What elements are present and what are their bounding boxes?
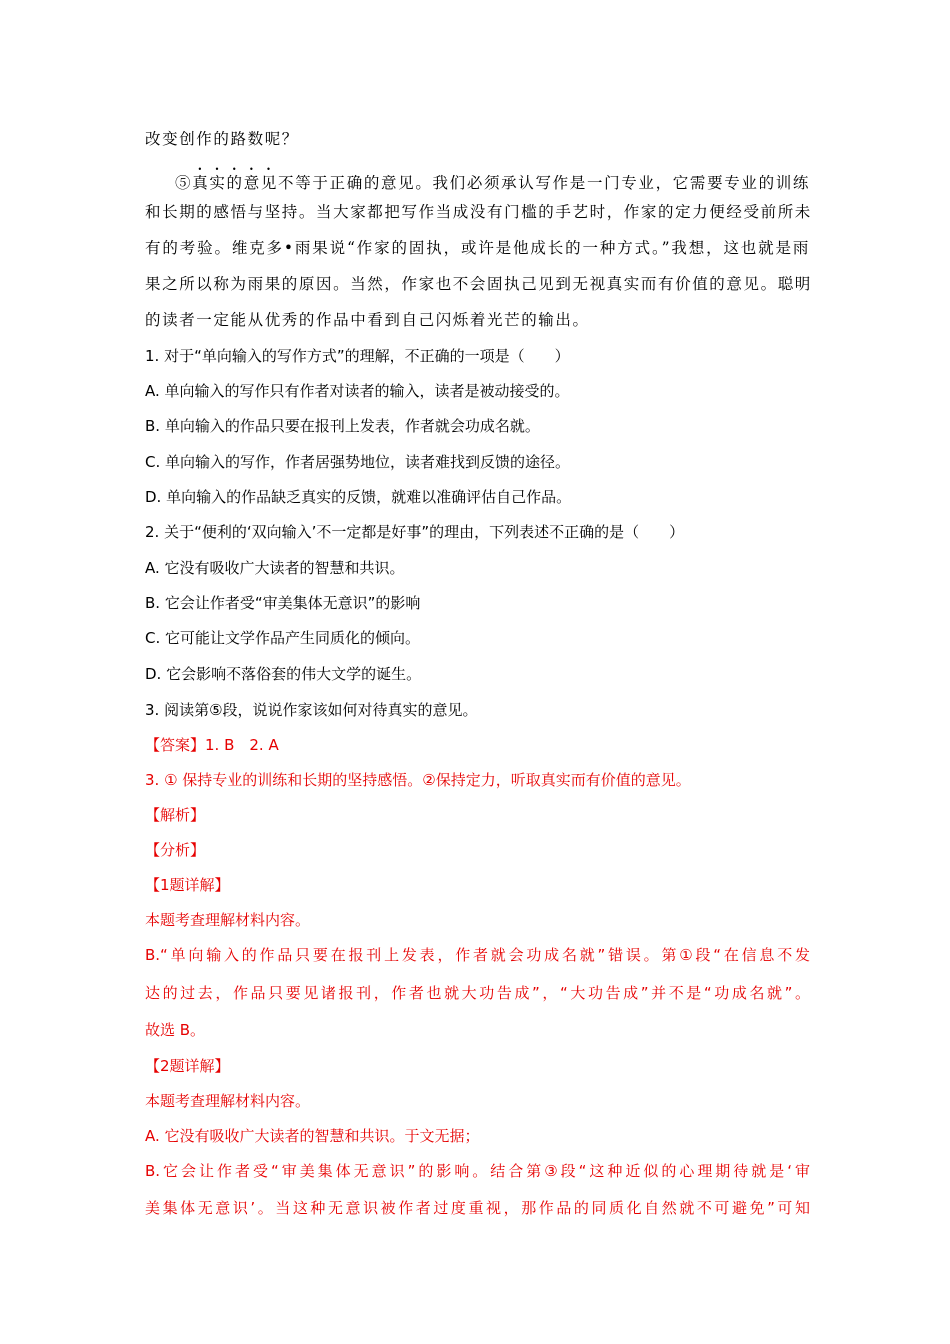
answer-value: 1. B 2. A bbox=[205, 736, 279, 754]
breakdown-heading: 【分析】 bbox=[145, 841, 206, 859]
detail-2-line: B.它会让作者受“审美集体无意识”的影响。结合第③段“这种近似的心理期待就是‘审 bbox=[145, 1162, 810, 1180]
question-1: 1. 对于“单向输入的写作方式”的理解，不正确的一项是（ ） bbox=[145, 347, 570, 365]
question-1-option-b: B. 单向输入的作品只要在报刊上发表，作者就会功成名就。 bbox=[145, 417, 540, 435]
passage-line: 有的考验。维克多•雨果说“作家的固执，或许是他成长的一种方式。”我想，这也就是雨 bbox=[145, 239, 810, 257]
passage-line: 改变创作的路数呢？ bbox=[145, 130, 299, 148]
answer-q3: 3. ① 保持专业的训练和长期的坚持感悟。②保持定力，听取真实而有价值的意见。 bbox=[145, 771, 691, 789]
passage-line: 果之所以称为雨果的原因。当然，作家也不会固执己见到无视真实而有价值的意见。聪明 bbox=[145, 275, 812, 293]
question-1-option-c: C. 单向输入的写作，作者居强势地位，读者难找到反馈的途径。 bbox=[145, 453, 571, 471]
passage-text: 不等于正确的意见。我们必须承认写作是一门专业，它需要专业的训练 bbox=[278, 174, 810, 192]
passage-line: 的读者一定能从优秀的作品中看到自己闪烁着光芒的输出。 bbox=[145, 311, 590, 329]
passage-paragraph-5-line-1 bbox=[145, 165, 810, 193]
question-3: 3. 阅读第⑤段，说说作家该如何对待真实的意见。 bbox=[145, 701, 478, 719]
answer-label: 【答案】 bbox=[145, 736, 206, 754]
paragraph-number: ⑤ bbox=[175, 174, 193, 192]
detail-1-line: B.“单向输入的作品只要在报刊上发表，作者就会功成名就”错误。第①段“在信息不发 bbox=[145, 946, 810, 964]
detail-2-heading: 【2题详解】 bbox=[145, 1057, 230, 1075]
detail-1-line: 故选 B。 bbox=[145, 1021, 206, 1039]
question-2-option-d: D. 它会影响不落俗套的伟大文学的诞生。 bbox=[145, 665, 422, 683]
question-2-option-a: A. 它没有吸收广大读者的智慧和共识。 bbox=[145, 559, 405, 577]
detail-1-heading: 【1题详解】 bbox=[145, 876, 230, 894]
detail-2-line: A. 它没有吸收广大读者的智慧和共识。于文无据； bbox=[145, 1127, 480, 1145]
detail-1-line: 达的过去，作品只要见诸报刊，作者也就大功告成”，“大功告成”并不是“功成名就”。 bbox=[145, 984, 810, 1002]
detail-2-line: 本题考查理解材料内容。 bbox=[145, 1092, 311, 1110]
question-2-option-b: B. 它会让作者受“审美集体无意识”的影响 bbox=[145, 594, 421, 612]
question-1-option-d: D. 单向输入的作品缺乏真实的反馈，就难以准确评估自己作品。 bbox=[145, 488, 572, 506]
question-2: 2. 关于“便利的‘双向输入’不一定都是好事”的理由，下列表述不正确的是（ ） bbox=[145, 523, 685, 541]
detail-1-line: 本题考查理解材料内容。 bbox=[145, 911, 311, 929]
emphasized-text: 真实的意见 bbox=[192, 174, 279, 192]
answer-line bbox=[145, 735, 810, 755]
passage-line: 和长期的感悟与坚持。当大家都把写作当成没有门槛的手艺时，作家的定力便经受前所未 bbox=[145, 203, 812, 221]
analysis-heading: 【解析】 bbox=[145, 806, 206, 824]
question-1-option-a: A. 单向输入的写作只有作者对读者的输入，读者是被动接受的。 bbox=[145, 382, 570, 400]
question-2-option-c: C. 它可能让文学作品产生同质化的倾向。 bbox=[145, 629, 421, 647]
detail-2-line: 美集体无意识’。当这种无意识被作者过度重视，那作品的同质化自然就不可避免”可知 bbox=[145, 1199, 810, 1217]
